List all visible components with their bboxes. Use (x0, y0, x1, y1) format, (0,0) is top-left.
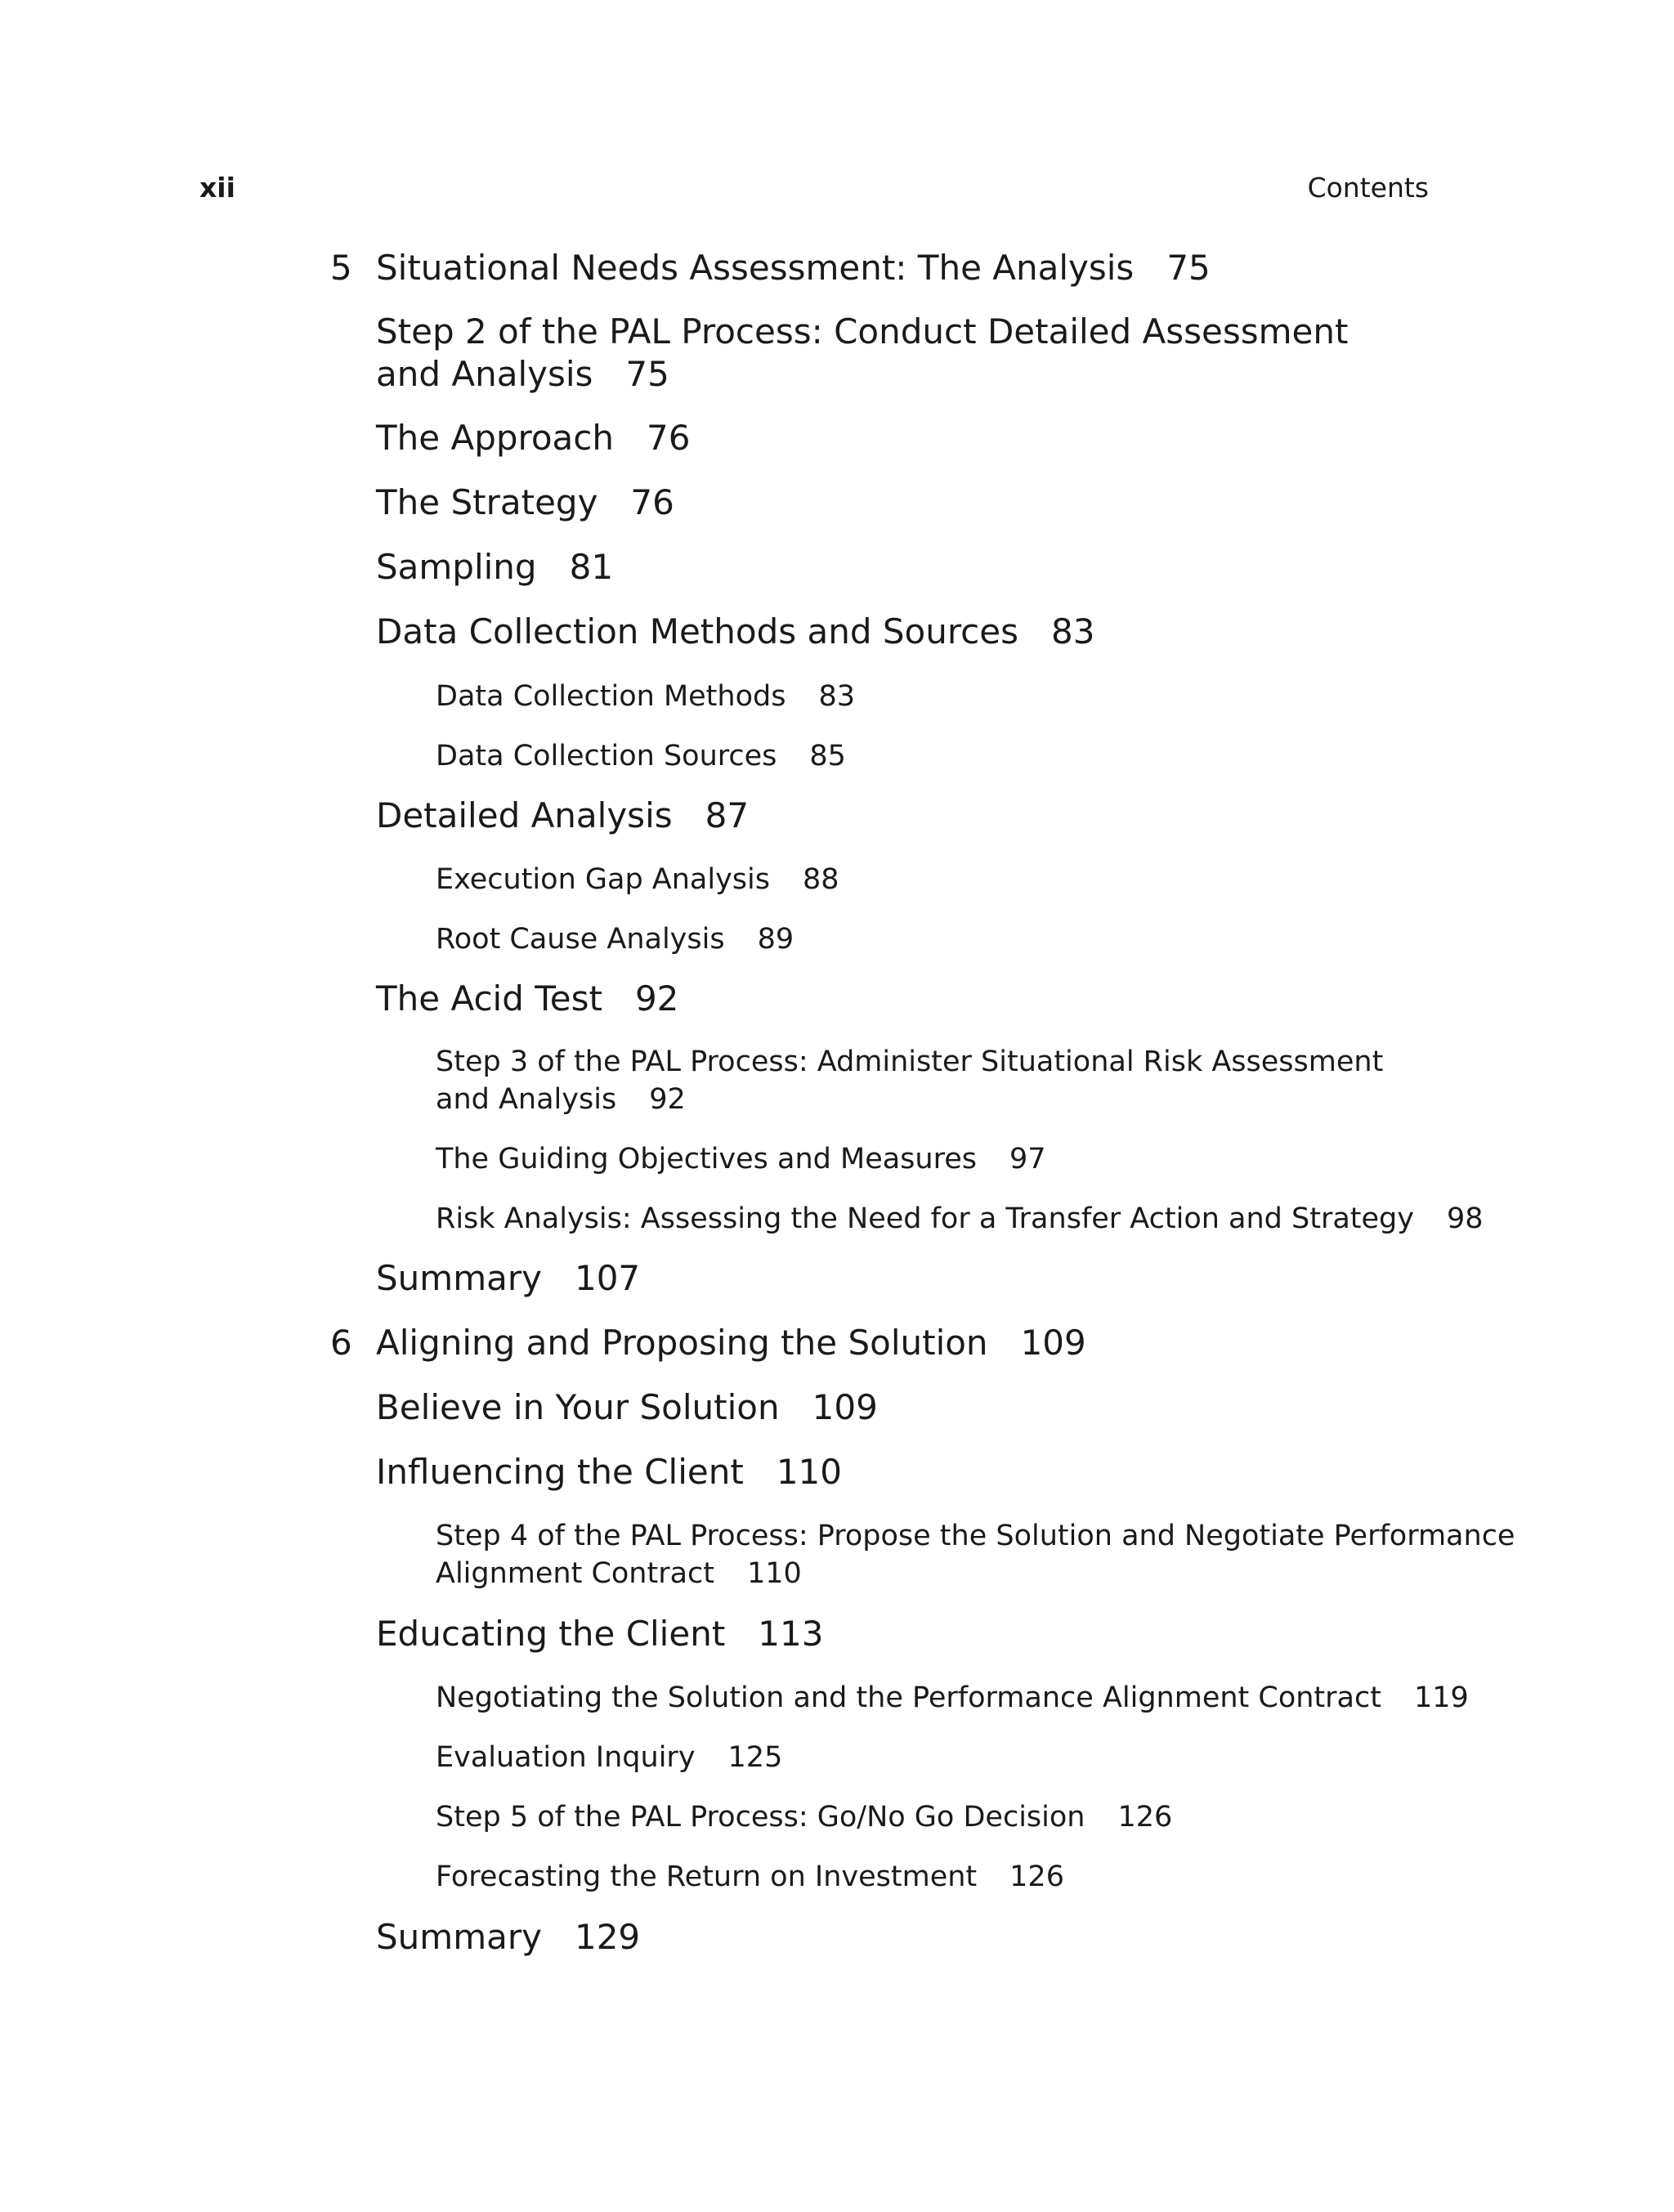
toc-subsection[interactable] (436, 861, 839, 898)
chapter-number: 5 (330, 248, 352, 288)
toc-page-number: 107 (574, 1258, 641, 1298)
toc-section[interactable] (376, 417, 690, 459)
toc-section[interactable] (376, 978, 678, 1020)
toc-page-number: 76 (647, 418, 691, 458)
toc-subsection[interactable] (436, 1858, 1064, 1896)
toc-subsection[interactable] (436, 1200, 1484, 1238)
toc-title: Evaluation Inquiry (436, 1741, 696, 1774)
toc-page-number: 81 (569, 547, 614, 587)
toc-page-number: 98 (1446, 1202, 1484, 1235)
toc-section[interactable] (376, 1386, 878, 1429)
toc-page-number: 92 (649, 1083, 686, 1116)
toc-section[interactable] (376, 1613, 823, 1655)
toc-subsection[interactable] (436, 1043, 1383, 1118)
toc-title: Summary (376, 1917, 542, 1957)
toc-title: The Acid Test (376, 978, 602, 1019)
toc-title: Data Collection Methods (436, 680, 786, 713)
toc-title-line-1: Step 2 of the PAL Process: Conduct Detailed Assessment (376, 311, 1349, 352)
toc-chapter-5[interactable] (330, 247, 1211, 289)
toc-title-line-2: and Analysis (436, 1083, 617, 1116)
toc-chapter-6[interactable] (330, 1322, 1086, 1364)
toc-section[interactable] (376, 1916, 640, 1959)
toc-title-line-2: Alignment Contract (436, 1557, 715, 1590)
toc-section[interactable] (376, 795, 749, 837)
toc-section[interactable] (376, 481, 674, 524)
toc-page-number: 83 (818, 680, 855, 713)
toc-page-number: 76 (630, 482, 674, 522)
toc-page-number: 88 (803, 863, 839, 896)
toc-subsection[interactable] (436, 1739, 782, 1776)
toc-page-number: 87 (705, 795, 750, 835)
toc-title: Influencing the Client (376, 1452, 744, 1492)
chapter-number: 6 (330, 1323, 352, 1363)
toc-title: Step 5 of the PAL Process: Go/No Go Decision (436, 1801, 1085, 1834)
toc-page-number: 89 (757, 923, 794, 956)
toc-title: Sampling (376, 547, 537, 587)
toc-title: Negotiating the Solution and the Performance Alignment Contract (436, 1681, 1381, 1714)
toc-section[interactable] (376, 546, 613, 589)
toc-page-number: 110 (776, 1452, 842, 1492)
toc-page-number: 126 (1117, 1801, 1173, 1834)
toc-subsection[interactable] (436, 1679, 1469, 1717)
toc-page-number: 75 (1166, 248, 1211, 288)
toc-section[interactable] (376, 1257, 640, 1300)
toc-subsection[interactable] (436, 678, 855, 715)
toc-title: Situational Needs Assessment: The Analysis (376, 248, 1135, 288)
toc-page-number: 110 (747, 1557, 802, 1590)
toc-title: The Strategy (376, 482, 598, 522)
toc-page-number: 75 (625, 354, 669, 394)
toc-title: Believe in Your Solution (376, 1387, 780, 1427)
toc-section[interactable] (376, 311, 1348, 396)
toc-title: Detailed Analysis (376, 795, 673, 835)
toc-section[interactable] (376, 611, 1094, 653)
toc-page-number: 113 (758, 1614, 824, 1654)
toc-page-number: 97 (1009, 1143, 1046, 1175)
toc-page-number: 83 (1050, 611, 1095, 652)
toc-title: The Guiding Objectives and Measures (436, 1143, 977, 1175)
toc-title: Risk Analysis: Assessing the Need for a Transfer Action and Strategy (436, 1202, 1414, 1235)
toc-title: Summary (376, 1258, 542, 1298)
toc-subsection[interactable] (436, 1517, 1515, 1592)
toc-title: The Approach (376, 418, 615, 458)
toc-title: Data Collection Sources (436, 740, 777, 772)
toc-subsection[interactable] (436, 1798, 1172, 1836)
toc-title: Data Collection Methods and Sources (376, 611, 1018, 652)
toc-subsection[interactable] (436, 1140, 1046, 1178)
toc-page-number: 85 (809, 740, 846, 772)
toc-subsection[interactable] (436, 920, 794, 958)
page-number: xii (199, 172, 235, 204)
toc-page-number: 109 (812, 1387, 878, 1427)
toc-title: Aligning and Proposing the Solution (376, 1323, 988, 1363)
toc-page-number: 125 (727, 1741, 783, 1774)
toc-title: Root Cause Analysis (436, 923, 725, 956)
toc-title: Forecasting the Return on Investment (436, 1860, 978, 1893)
toc-page-number: 129 (574, 1917, 641, 1957)
toc-title: Educating the Client (376, 1614, 726, 1654)
toc-subsection[interactable] (436, 737, 846, 775)
toc-title-line-1: Step 4 of the PAL Process: Propose the Solution and Negotiate Performance (436, 1520, 1515, 1552)
page-header (0, 0, 1674, 229)
toc-page-number: 109 (1020, 1323, 1086, 1363)
toc-page-number: 92 (634, 978, 679, 1019)
toc-title-line-2: and Analysis (376, 354, 593, 394)
running-head: Contents (1307, 172, 1429, 204)
toc-page-number: 126 (1009, 1860, 1064, 1893)
toc-section[interactable] (376, 1451, 842, 1493)
toc-title-line-1: Step 3 of the PAL Process: Administer Situational Risk Assessment (436, 1046, 1384, 1078)
toc-title: Execution Gap Analysis (436, 863, 770, 896)
toc-page-number: 119 (1413, 1681, 1469, 1714)
